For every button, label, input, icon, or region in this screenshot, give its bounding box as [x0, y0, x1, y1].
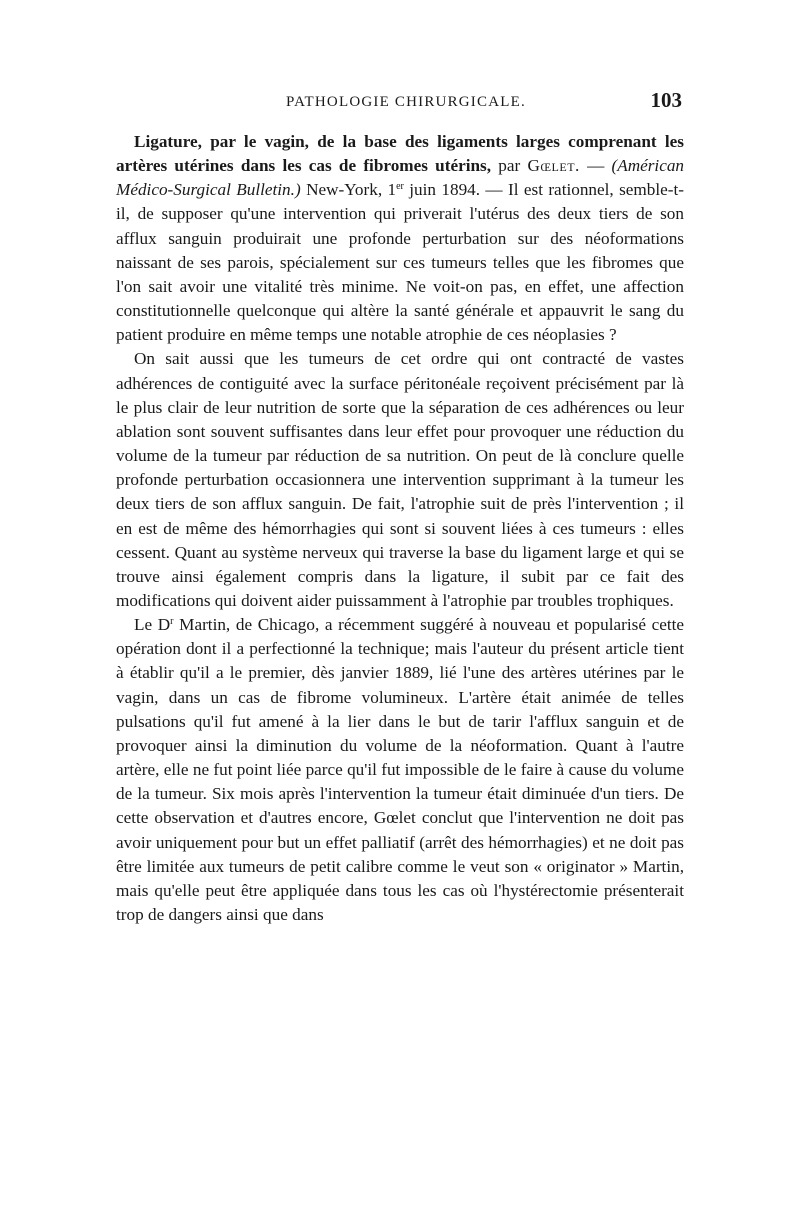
article-title: Ligature, par le vagin, de la base des ligaments larges comprenant les artères utérines dans les cas de fibromes utérins,	[116, 132, 684, 176]
page-number: 103	[650, 88, 682, 112]
publication-date-sup: er	[396, 181, 404, 193]
publication-date-rest: juin 1894. —	[409, 180, 503, 200]
journal-name: (Américan Médico-Surgical Bulletin.)	[116, 156, 685, 200]
paragraph-3-body: Martin, de Chicago, a récemment suggéré à nouveau et popularisé cette opération dont il a perfectionné la technique; mais l'auteur du présent article tient à établir qu'il a le premier, dès janvier 1889, lié l'une des artères utérines par le vagin, dans un cas de fibrome volumineux. L'artère était animée de telles pulsations qu'il fut amené à la lier dans le but de tarir l'afflux sanguin et de provoquer ainsi la diminution du volume de la néoformation. Quant à l'autre artère, elle ne fut point liée parce qu'il fut impossible de le faire à cause du volume de la tumeur. Six mois après l'intervention la tumeur était diminuée d'un tiers. De cette observation et d'autres encore, Gœlet conclut que l'intervention ne doit pas avoir uniquement pour but un effet palliatif (arrêt des hémorrhagies) et ne doit pas être limitée aux tumeurs de petit calibre comme le veut son « originator » Martin, mais qu'elle peut être appliquée dans tous les cas où l'hystérectomie présenterait trop de dangers ainsi que dans	[116, 615, 685, 924]
paragraph-3	[116, 613, 684, 927]
paragraph-1-body: Il est rationnel, semble-t-il, de supposer qu'une intervention qui priverait l'utérus des deux tiers de son afflux sanguin produirait une profonde perturbation sur des néoformations naissant de ses parois, spécialement sur ces tumeurs telles que les fibromes que l'on sait avoir une vitalité très minime. Ne voit-on pas, en effet, une affection constitutionnelle quelconque qui altère la santé générale et appauvrit le sang du patient produire en même temps une notable atrophie de ces néoplasies ?	[116, 180, 685, 345]
running-head	[116, 88, 686, 118]
publication-place: New-York,	[306, 180, 383, 200]
publication-date-day: 1	[387, 180, 397, 200]
citation-dash: —	[587, 156, 605, 176]
paragraph-3-start: Le D	[134, 615, 171, 635]
paragraph-2: On sait aussi que les tumeurs de cet ordre qui ont contracté de vastes adhérences de contiguité avec la surface péritonéale reçoivent précisément par là le plus clair de leur nutrition de sorte que la séparation de ces adhérences ou leur ablation sont souvent suffisantes dans leur effet pour provoquer une réduction du volume de la tumeur par réduction de sa nutrition. On peut de là conclure quelle profonde perturbation occasionnera une intervention supprimant à la tumeur les deux tiers de son afflux sanguin. De fait, l'atrophie suit de près l'intervention ; il en est de même des hémorrhagies qui sont si souvent liées à ces tumeurs : elles cessent. Quant au système nerveux qui traverse la base du ligament large et qui se trouve ainsi également compris dans la ligature, il subit par ce fait des modifications qui doivent aider puissamment à l'atrophie par troubles trophiques.	[116, 349, 684, 610]
author-name: Gœlet.	[527, 156, 580, 176]
paragraph-1	[116, 130, 684, 347]
paragraph-3-sup: r	[170, 616, 174, 628]
running-title: PATHOLOGIE CHIRURGICALE.	[286, 94, 526, 110]
citation-prefix: par	[498, 156, 521, 176]
article-body	[116, 130, 684, 927]
